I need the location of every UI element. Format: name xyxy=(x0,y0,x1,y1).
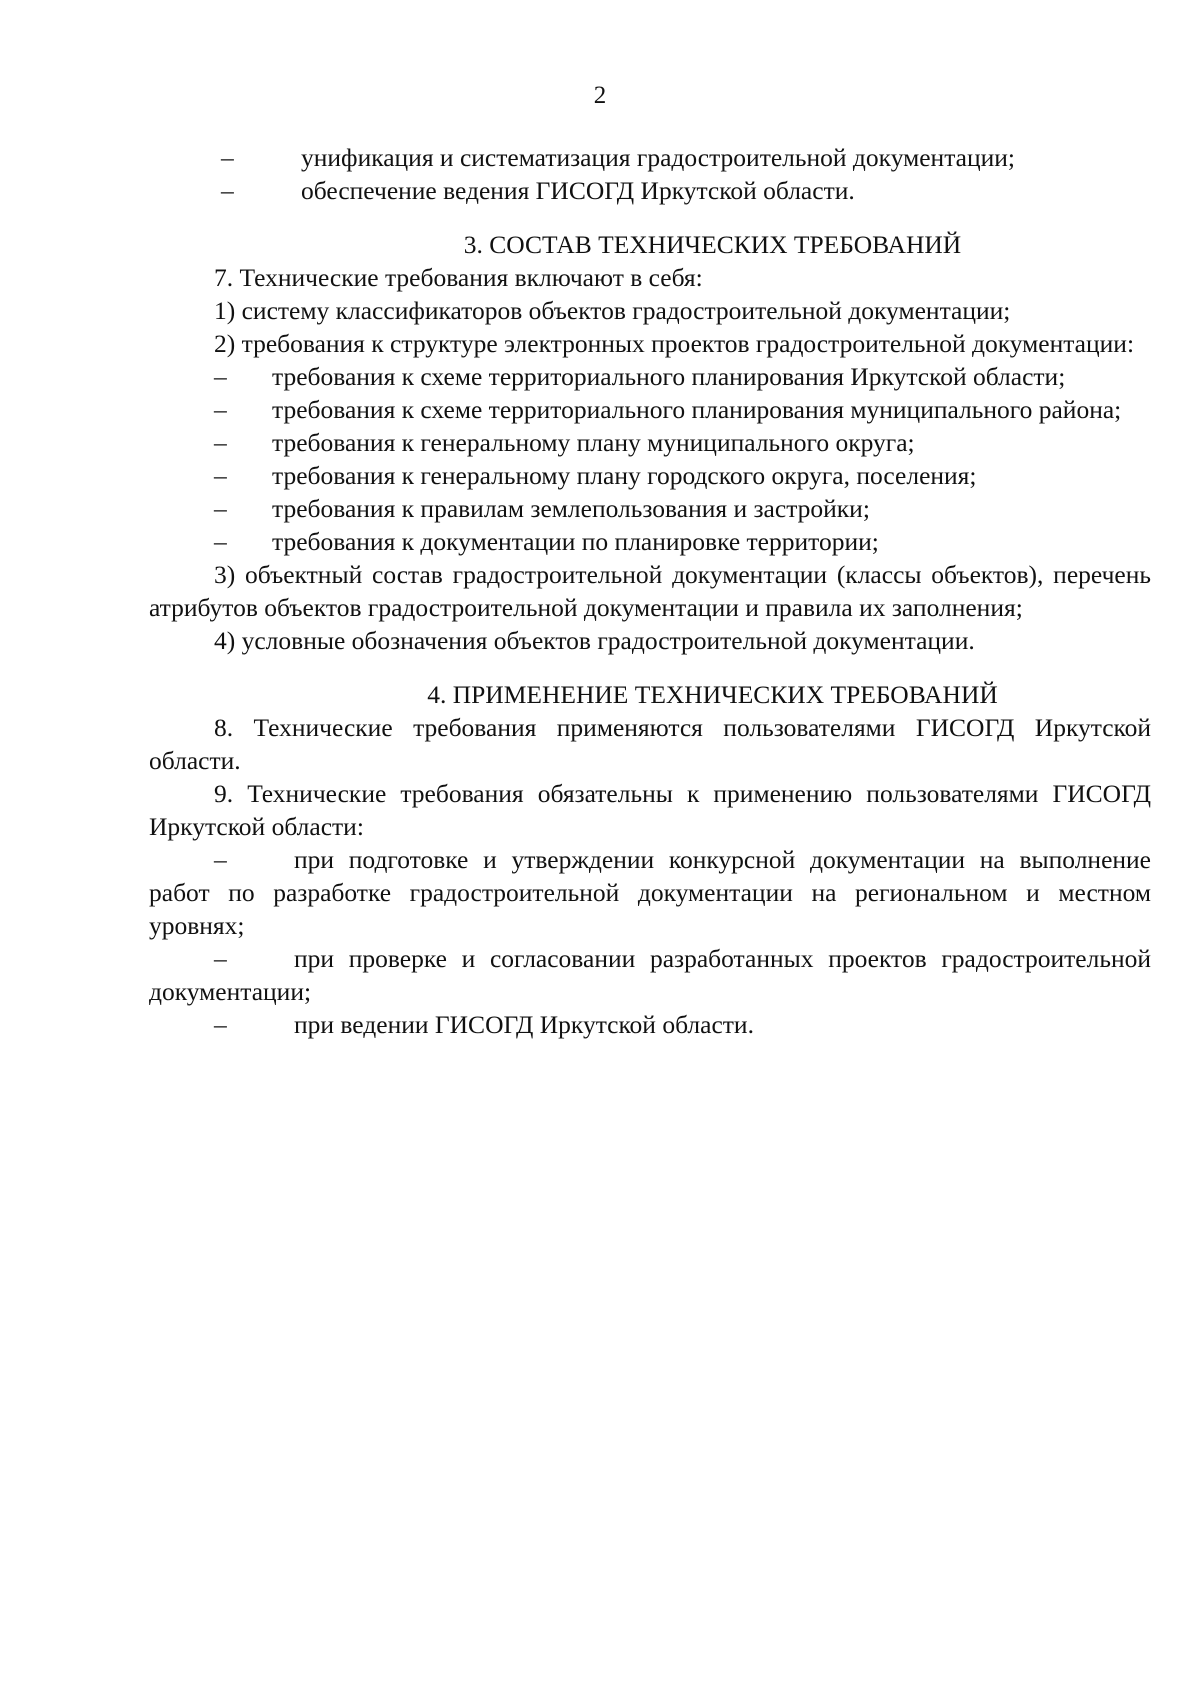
page-number: 2 xyxy=(593,82,607,109)
paragraph-8: 8. Технические требования применяются пользователями ГИСОГД Иркутской области. xyxy=(149,713,1151,775)
dash: – xyxy=(214,527,227,556)
usage-item-2: – при проверке и согласовании разработанных проектов градостроительной документации; xyxy=(149,944,1151,1006)
list-item-3: 3) объектный состав градостроительной документации (классы объектов), перечень атрибутов объектов градостроительной документации и правила их заполнения; xyxy=(149,560,1151,622)
sub-item-1: – требования к схеме территориального планирования Иркутской области; xyxy=(214,362,1066,391)
usage-item-1: – при подготовке и утверждении конкурсной документации на выполнение работ по разработке градостроительной документации на региональном и местном уровнях; xyxy=(149,845,1151,940)
sub-item-3: – требования к генеральному плану муниципального округа; xyxy=(214,428,915,457)
section-3-title: 3. СОСТАВ ТЕХНИЧЕСКИХ ТРЕБОВАНИЙ xyxy=(463,230,962,259)
section-4-title: 4. ПРИМЕНЕНИЕ ТЕХНИЧЕСКИХ ТРЕБОВАНИЙ xyxy=(427,680,998,709)
sub-item-4: – требования к генеральному плану городского округа, поселения; xyxy=(214,461,977,490)
dash: – xyxy=(221,143,234,172)
dash: – xyxy=(214,428,227,457)
usage-item-3: – при ведении ГИСОГД Иркутской области. xyxy=(214,1010,754,1039)
sub-item-6: – требования к документации по планировке территории; xyxy=(214,527,879,556)
dash: – xyxy=(214,494,227,523)
dash: – xyxy=(214,944,227,973)
paragraph-7: 7. Технические требования включают в себя: xyxy=(214,263,703,292)
list-item-2: 2) требования к структуре электронных проектов градостроительной документации: xyxy=(214,329,1135,358)
dash: – xyxy=(214,395,227,424)
sub-item-2: – требования к схеме территориального планирования муниципального района; xyxy=(214,395,1122,424)
list-item-4: 4) условные обозначения объектов градостроительной документации. xyxy=(214,626,975,655)
list-item-1: 1) систему классификаторов объектов градостроительной документации; xyxy=(214,296,1011,325)
dash: – xyxy=(221,176,234,205)
intro-item-2: – обеспечение ведения ГИСОГД Иркутской области. xyxy=(221,176,855,205)
dash: – xyxy=(214,461,227,490)
paragraph-9: 9. Технические требования обязательны к применению пользователями ГИСОГД Иркутской области: xyxy=(149,779,1151,841)
intro-item-1: – унификация и систематизация градостроительной документации; xyxy=(221,143,1015,172)
document-body xyxy=(149,141,1151,1041)
dash: – xyxy=(214,1010,227,1039)
dash: – xyxy=(214,845,227,874)
dash: – xyxy=(214,362,227,391)
sub-item-5: – требования к правилам землепользования и застройки; xyxy=(214,494,870,523)
